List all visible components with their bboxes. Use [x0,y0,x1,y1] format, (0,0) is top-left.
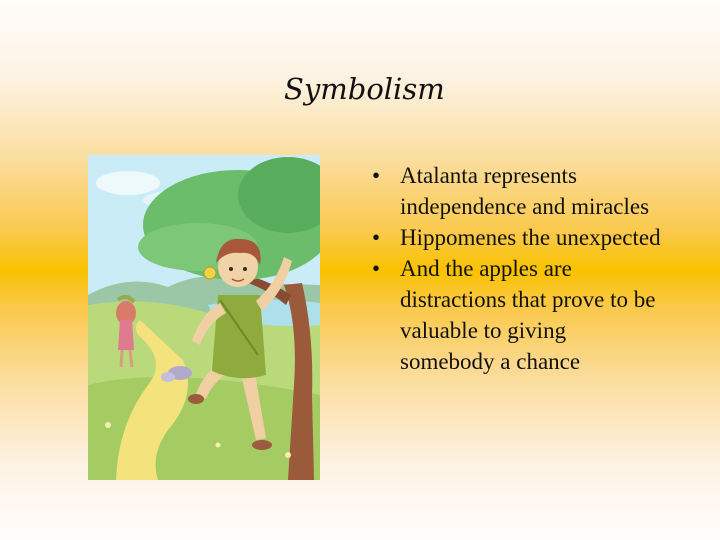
bullet-item [366,160,666,222]
slide-title: Symbolism [284,72,445,106]
cloud [96,171,160,195]
bullet-text: Atalanta represents independence and miracles [400,163,650,219]
flower [216,443,221,448]
golden-apple [204,267,216,279]
bullet-item [366,222,666,253]
bullet-dot: • [371,163,381,188]
bullet-dot: • [371,225,381,250]
bullet-list [366,160,666,377]
bullet-item [366,253,666,377]
flower [105,422,111,428]
rock [161,372,175,382]
bullet-text: Hippomenes the unexpected [400,225,661,250]
flower [285,452,291,458]
race-illustration [88,155,320,480]
bullet-text: And the apples are distractions that prove to be valuable to giving somebody a chance [400,256,656,374]
bullet-dot: • [371,256,381,281]
